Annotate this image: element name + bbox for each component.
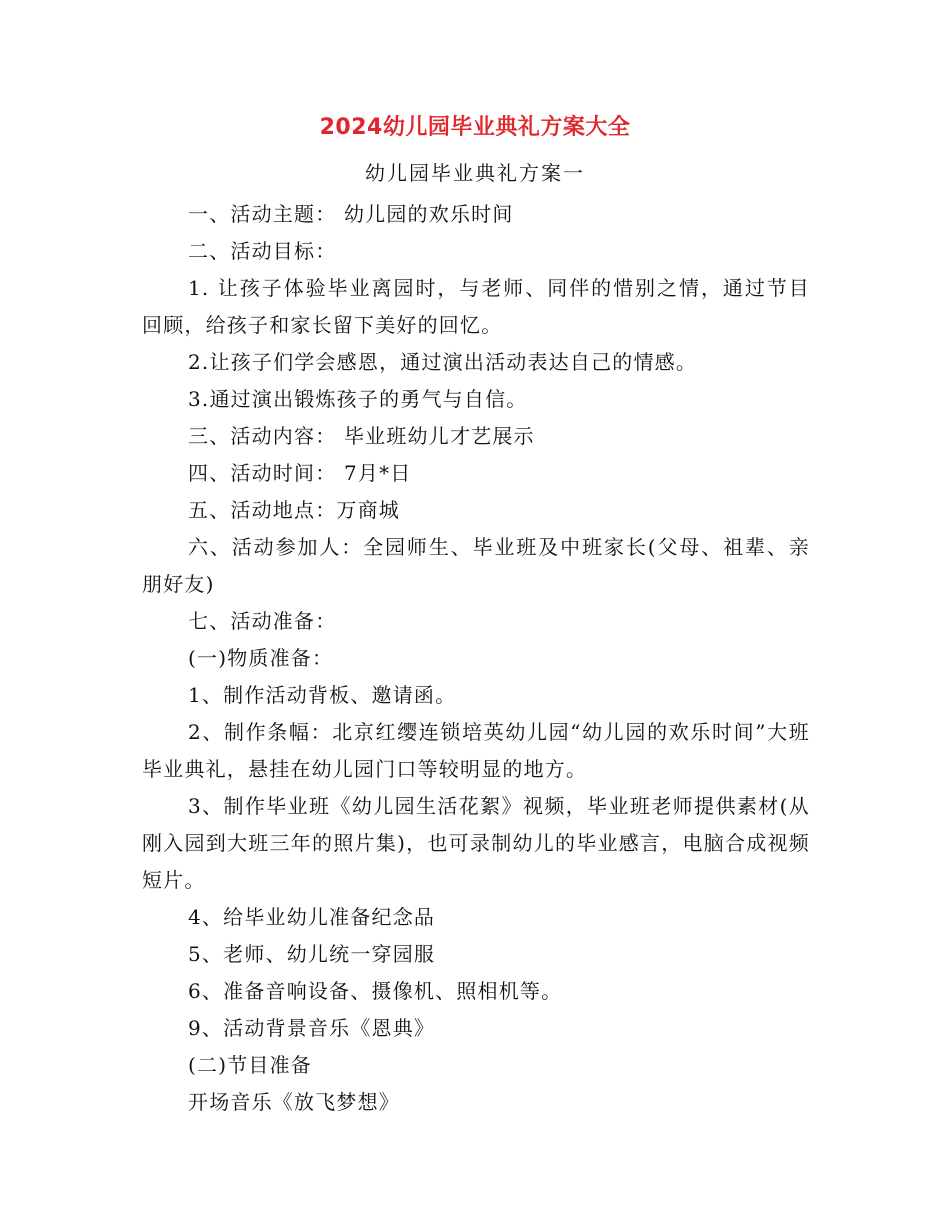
- paragraph-location: 五、活动地点：万商城: [188, 498, 400, 522]
- paragraph-material-5: 5、老师、幼儿统一穿园服: [188, 942, 436, 966]
- paragraph-goal-2: 2.让孩子们学会感恩，通过演出活动表达自己的情感。: [188, 350, 698, 374]
- document-subtitle: 幼儿园毕业典礼方案一: [365, 161, 585, 185]
- document-title: 2024幼儿园毕业典礼方案大全: [319, 115, 631, 140]
- paragraph-material-1: 1、制作活动背板、邀请函。: [188, 683, 457, 707]
- paragraph-goals-heading: 二、活动目标：: [188, 239, 337, 263]
- paragraph-participants: 六、活动参加人：全园师生、毕业班及中班家长(父母、祖辈、亲朋好友): [142, 535, 810, 596]
- paragraph-material-heading: (一)物质准备：: [188, 646, 334, 670]
- paragraph-material-9: 9、活动背景音乐《恩典》: [188, 1016, 436, 1040]
- paragraph-program-heading: (二)节目准备: [188, 1053, 313, 1077]
- paragraph-theme: 一、活动主题： 幼儿园的欢乐时间: [188, 202, 514, 226]
- paragraph-opening-music: 开场音乐《放飞梦想》: [188, 1090, 400, 1114]
- paragraph-material-3: 3、制作毕业班《幼儿园生活花絮》视频，毕业班老师提供素材(从刚入园到大班三年的照片集)，也可录制幼儿的毕业感言，电脑合成视频短片。: [142, 794, 810, 892]
- paragraph-content: 三、活动内容： 毕业班幼儿才艺展示: [188, 424, 535, 448]
- paragraph-preparation-heading: 七、活动准备：: [188, 609, 337, 633]
- paragraph-goal-1: 1. 让孩子体验毕业离园时，与老师、同伴的惜别之情，通过节目回顾，给孩子和家长留下美好的回忆。: [142, 276, 810, 337]
- paragraph-goal-3: 3.通过演出锻炼孩子的勇气与自信。: [188, 387, 528, 411]
- paragraph-time: 四、活动时间： 7月*日: [188, 461, 412, 485]
- paragraph-material-6: 6、准备音响设备、摄像机、照相机等。: [188, 979, 563, 1003]
- document-body: [142, 196, 810, 1121]
- paragraph-material-2: 2、制作条幅：北京红缨连锁培英幼儿园“幼儿园的欢乐时间”大班毕业典礼，悬挂在幼儿园门口等较明显的地方。: [142, 720, 810, 781]
- paragraph-material-4: 4、给毕业幼儿准备纪念品: [188, 905, 436, 929]
